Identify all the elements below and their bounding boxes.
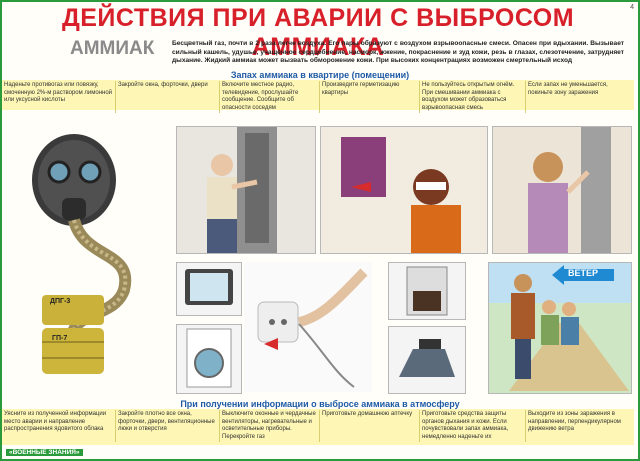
woman-taping-window-scene [492, 126, 632, 254]
outdoor-step-4: Приготовьте домашнюю аптечку [320, 410, 420, 442]
outdoor-step-1: Уясните из полученной информации место аварии и направление распространения ядовитого облака [2, 410, 116, 442]
wind-label: ВЕТЕР [568, 268, 599, 278]
apartment-step-5: Не пользуйтесь открытым огнём. При смешивании аммиака с воздухом может образоваться взрывоопасная смесь [420, 81, 526, 113]
gas-mask-illustration [14, 120, 164, 390]
outdoor-section-title: При получении информации о выбросе аммиака в атмосферу [180, 399, 460, 409]
iron-icon [388, 326, 466, 394]
page-number: 4 [630, 4, 634, 11]
filter-label-top: ДПГ-3 [50, 298, 71, 305]
tv-set-icon [176, 262, 242, 316]
apartment-step-3: Включите местное радио, телевидение, прослушайте сообщение. Сообщите об опасности соседям [220, 81, 320, 113]
man-closing-window-scene [176, 126, 316, 254]
apartment-step-4: Произведите герметизацию квартиры [320, 81, 420, 113]
apartment-step-2: Закройте окна, форточки, двери [116, 81, 220, 113]
coffee-maker-icon [388, 262, 466, 320]
outdoor-step-2: Закройте плотно все окна, форточки, двери, вентиляционные люки и отверстия [116, 410, 220, 442]
socket-unplug-scene [244, 262, 372, 392]
substance-description: Бесцветный газ, почти в 2 раза легче воздуха. Его пары образуют с воздухом взрывоопасные смеси. Опасен при вдыхании. Вызывает сильный кашель, удушье, учащённое сердцебиение, насморк, жжение, покраснение и зуд кожи, резь в глазах, слезотечение, затрудняет дыхание. Жидкий аммиак может вызвать обморожение кожи. При высоких концентрациях возможен смертельный исход [172, 40, 624, 65]
apartment-section-title: Запах аммиака в квартире (помещении) [230, 70, 410, 80]
apartment-step-1: Наденьте противогаз или повязку, смоченную 2%-м раствором лимонной или уксусной кислоты [2, 81, 116, 113]
apartment-steps-row [2, 81, 634, 113]
publisher-brand: «ВОЕННЫЕ ЗНАНИЯ» [6, 449, 83, 456]
outdoor-step-3: Выключите оконные и чердачные вентиляторы, нагревательные и осветительные приборы. Перекройте газ [220, 410, 320, 442]
outdoor-step-6: Выходите из зоны заражения в направлении, перпендикулярном движению ветра [528, 411, 621, 433]
filter-label-bottom: ГП-7 [52, 335, 68, 342]
substance-label: АММИАК [70, 38, 155, 59]
washing-machine-icon [176, 324, 242, 394]
outdoor-steps-row [2, 410, 634, 442]
poster-title: ДЕЙСТВИЯ ПРИ АВАРИИ С ВЫБРОСОМ АММИАКА [61, 4, 575, 61]
apartment-step-6: Если запах не уменьшается, покиньте зону заражения [528, 82, 608, 96]
woman-sealing-door-scene [320, 126, 488, 254]
outdoor-step-5: Приготовьте средства защиты органов дыхания и кожи. Если почувствовали запах аммиака, немедленно наденьте их [420, 410, 526, 442]
